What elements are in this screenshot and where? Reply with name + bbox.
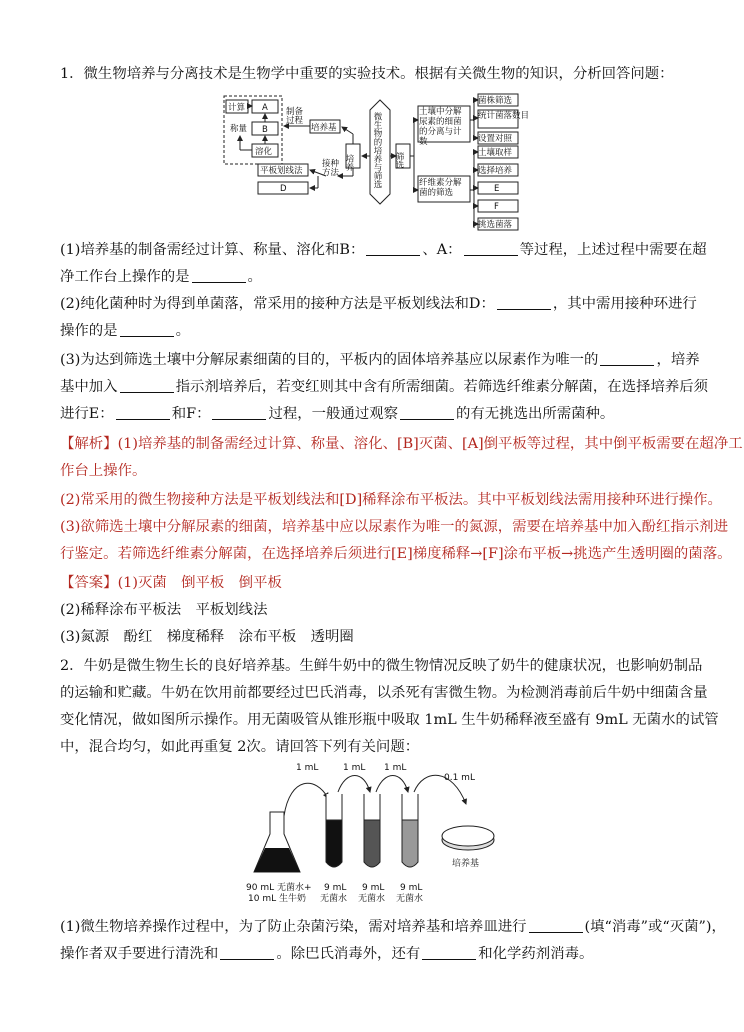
label-1ml-a: 1 mL [296, 763, 319, 773]
q1-part1-line1: (1)培养基的制备需经过计算、称量、溶化和B： 、A： 等过程，上述过程中需要在超 [60, 242, 707, 258]
q2-stem-line1: 2．牛奶是微生物生长的良好培养基。生鲜牛奶中的微生物情况反映了奶牛的健康状况，也影响奶制品 [60, 658, 703, 674]
label-tube2-a: 9 mL [362, 883, 385, 893]
node-b: B [262, 125, 268, 135]
node-weigh: 称量 [230, 124, 248, 134]
node-r5: 选择培养 [478, 166, 513, 176]
label-tube2-b: 无菌水 [358, 894, 386, 904]
q1-part2-line2: 操作的是 。 [60, 323, 190, 339]
q1-part3-line1: (3)为达到筛选土壤中分解尿素细菌的目的，平板内的固体培养基应以尿素作为唯一的 ，培养 [60, 352, 700, 368]
node-r3: 设置对照 [478, 134, 513, 144]
dilution-figure [246, 758, 508, 912]
q1-part1-line2: 净工作台上操作的是 。 [60, 269, 262, 285]
node-r8: 挑选菌落 [478, 220, 513, 230]
node-screen: 筛选 [394, 152, 404, 169]
node-r6: E [494, 184, 500, 194]
blank-d [497, 295, 551, 310]
label-flask-2: 10 mL 生牛奶 [248, 894, 306, 904]
label-prep-1: 制备 [286, 107, 304, 117]
q2-stem-line3: 变化情况，做如图所示操作。用无菌吸管从锥形瓶中吸取 1mL 生牛奶稀释液至盛有 9mL 无菌水的试管 [60, 712, 719, 728]
label-1ml-c: 1 mL [384, 763, 407, 773]
label-tube3-a: 9 mL [400, 883, 423, 893]
analysis-line1: 【解析】(1)培养基的制备需经过计算、称量、溶化、[B]灭菌、[A]倒平板等过程，其中倒平板需要在超净工 [60, 436, 743, 452]
node-d: D [280, 184, 287, 194]
label-tube1-b: 无菌水 [320, 894, 348, 904]
blank-f [212, 405, 266, 420]
node-r2: 统计菌落数目 [478, 111, 530, 121]
node-r4: 土壤取样 [478, 148, 513, 158]
node-calc: 计算 [228, 103, 246, 113]
analysis-line2: 作台上操作。 [60, 463, 147, 479]
node-r1: 菌株筛选 [478, 96, 513, 106]
label-dish: 培养基 [452, 859, 480, 869]
label-flask-1: 90 mL 无菌水+ [246, 883, 312, 893]
blank-hands [220, 945, 274, 960]
q2-stem-line4: 中，混合均匀，如此再重复 2次。请回答下列有关问题： [60, 739, 420, 755]
q1-part2-line1: (2)纯化菌种时为得到单菌落，常采用的接种方法是平板划线法和D： ，其中需用接种环进行 [60, 296, 697, 312]
analysis-line4: (3)欲筛选土壤中分解尿素的细菌，培养基中应以尿素作为唯一的氮源，需要在培养基中加入酚红指示剂进 [60, 519, 728, 535]
answer-line3: (3)氮源 酚红 梯度稀释 涂布平板 透明圈 [60, 629, 354, 645]
blank-b [366, 241, 420, 256]
q2-stem-line2: 的运输和贮藏。牛奶在饮用前都要经过巴氏消毒，以杀死有害微生物。为检测消毒前后牛奶中细菌含量 [60, 685, 708, 701]
answer-line1: 【答案】(1)灭菌 倒平板 倒平板 [60, 575, 282, 591]
flowchart-diagram [222, 90, 534, 232]
node-streak: 平板划线法 [260, 166, 303, 176]
label-1ml-b: 1 mL [343, 763, 366, 773]
blank-loop [120, 322, 174, 337]
node-r7: F [494, 202, 499, 212]
analysis-line3: (2)常采用的微生物接种方法是平板划线法和[D]稀释涂布平板法。其中平板划线法需用接种环进行操作。 [60, 492, 722, 508]
label-inoc-2: 方法 [322, 168, 340, 178]
node-central: 微生物的培养与筛选 [372, 112, 382, 189]
q1-part3-line2: 基中加入 指示剂培养后，若变红则其中含有所需细菌。若筛选纤维素分解菌，在选择培养后须 [60, 379, 709, 395]
node-urea: 土壤中分解尿素的细菌的分离与计数 [419, 107, 462, 147]
node-a: A [262, 103, 268, 113]
label-inoc-1: 接种 [322, 159, 340, 169]
blank-other [422, 945, 476, 960]
label-01ml: 0.1 mL [444, 773, 475, 783]
node-culture: 培养 [344, 154, 354, 171]
flask [254, 812, 300, 872]
q1-stem: 1．微生物培养与分离技术是生物学中重要的实验技术。根据有关微生物的知识，分析回答问题： [60, 66, 674, 82]
blank-observe [400, 405, 454, 420]
label-prep-2: 过程 [286, 116, 304, 126]
node-medium: 培养基 [311, 123, 337, 133]
petri-dish [442, 826, 494, 850]
answer-line2: (2)稀释涂布平板法 平板划线法 [60, 602, 268, 618]
blank-clean [192, 268, 246, 283]
node-dissolve: 溶化 [255, 147, 273, 157]
blank-a [464, 241, 518, 256]
label-tube3-b: 无菌水 [396, 894, 424, 904]
label-tube1-a: 9 mL [324, 883, 347, 893]
blank-indicator [120, 378, 174, 393]
blank-nitrogen [600, 351, 654, 366]
analysis-line5: 行鉴定。若筛选纤维素分解菌，在选择培养后须进行[E]梯度稀释→[F]涂布平板→挑选产生透明圈的菌落。 [60, 546, 732, 562]
q2-part1-line1: (1)微生物培养操作过程中，为了防止杂菌污染，需对培养基和培养皿进行 (填“消毒”或“灭菌”)， [60, 919, 726, 935]
blank-e [116, 405, 170, 420]
q2-part1-line2: 操作者双手要进行清洗和 。除巴氏消毒外，还有 和化学药剂消毒。 [60, 946, 594, 962]
node-cellulose: 纤维素分解菌的筛选 [419, 178, 462, 198]
blank-sterilize [529, 918, 583, 933]
q1-part3-line3: 进行E： 和F： 过程，一般通过观察 的有无挑选出所需菌种。 [60, 406, 615, 422]
